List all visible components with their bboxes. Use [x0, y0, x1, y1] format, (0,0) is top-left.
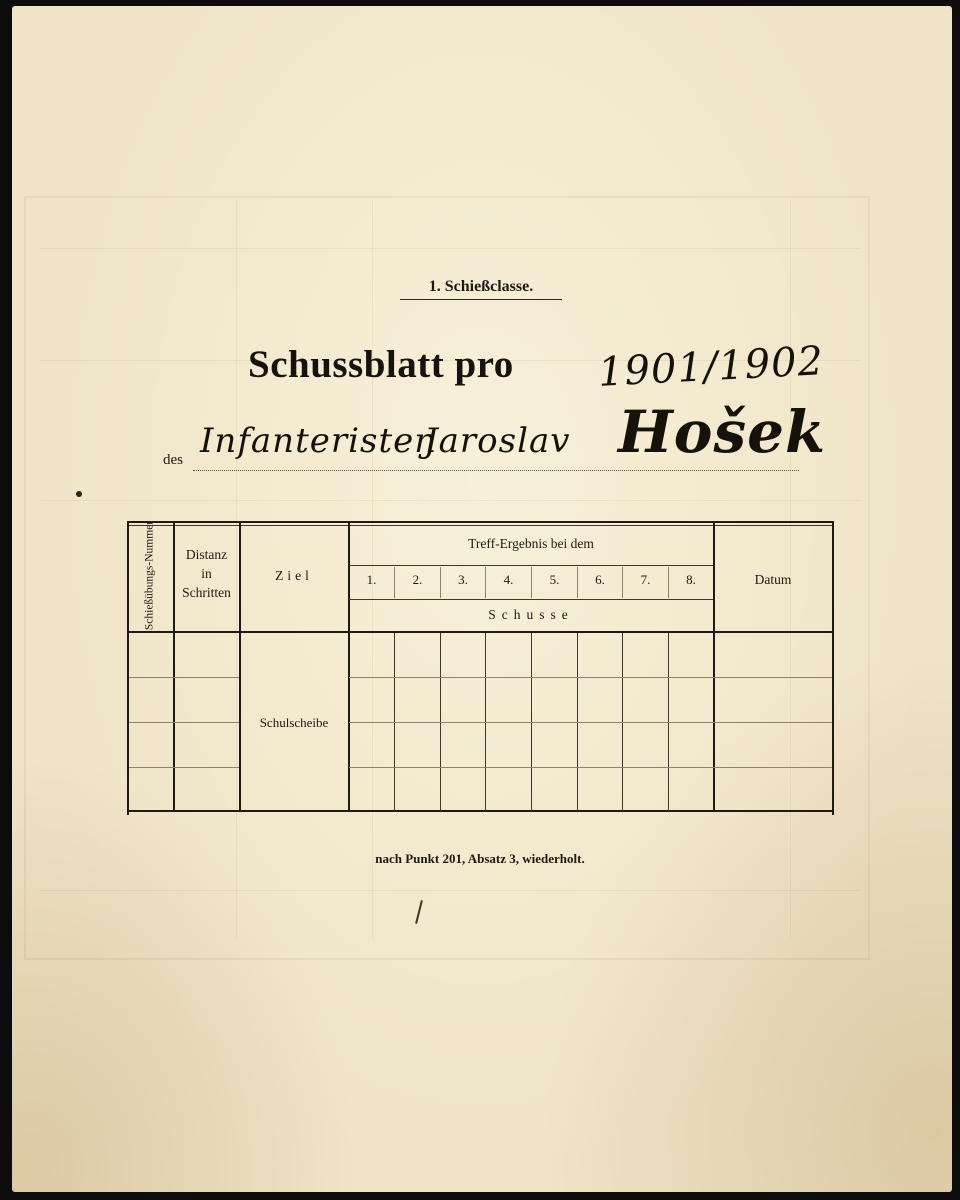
col-date-header: Datum	[754, 572, 792, 587]
table-inner-top	[129, 525, 832, 526]
shot-number-2: 2.	[412, 572, 423, 587]
shot-number-3: 3.	[458, 572, 468, 587]
table-border-top	[127, 521, 834, 523]
table-border-left	[127, 521, 129, 815]
shot-number-6: 6.	[595, 572, 605, 587]
row-line	[349, 722, 832, 723]
col-distance-header	[174, 545, 239, 602]
shot-number-5: 5.	[549, 572, 560, 587]
handwritten-last-name: Hošek	[618, 398, 827, 466]
shot-number-4: 4.	[503, 572, 514, 587]
col-distance-line3: Schritten	[182, 585, 231, 600]
row-line	[129, 677, 239, 678]
row-line	[349, 677, 832, 678]
handwritten-rank: Infanteristen	[200, 421, 438, 461]
des-label: des	[163, 452, 183, 468]
col-result-header: Treff-Ergebnis bei dem	[468, 536, 594, 551]
shot-number-8: 8.	[686, 572, 696, 587]
row-line	[129, 767, 239, 768]
col-exercise-header: Schießübungs-Nummer	[143, 520, 156, 631]
table-border-bottom	[127, 810, 834, 812]
row-line	[349, 767, 832, 768]
main-title: Schussblatt pro	[248, 343, 514, 386]
show-through-line	[40, 500, 860, 501]
name-dotted-line	[193, 470, 799, 471]
target-value: Schulscheibe	[259, 715, 329, 730]
col-distance-line1: Distanz	[185, 547, 228, 562]
ink-dot	[76, 491, 82, 497]
show-through-line	[40, 890, 860, 891]
header-divider	[127, 631, 834, 633]
col-target-header: Ziel	[275, 568, 313, 583]
col-divider	[239, 523, 241, 811]
footnote: nach Punkt 201, Absatz 3, wiederholt.	[375, 851, 585, 866]
results-table	[127, 521, 834, 815]
col-distance-line2: in	[201, 566, 212, 581]
class-title: 1. Schießclasse.	[400, 278, 562, 300]
shot-number-1: 1.	[366, 572, 377, 587]
show-through-line	[40, 248, 860, 249]
treff-header-line	[349, 565, 713, 566]
shots-label: Schusse	[488, 607, 574, 622]
table-border-right	[832, 521, 834, 815]
handwritten-first-name: Jaroslav	[424, 421, 571, 461]
shot-number-7: 7.	[640, 572, 651, 587]
shot-number-line	[349, 599, 713, 600]
handwritten-year: 1901/1902	[596, 338, 826, 396]
row-line	[129, 722, 239, 723]
